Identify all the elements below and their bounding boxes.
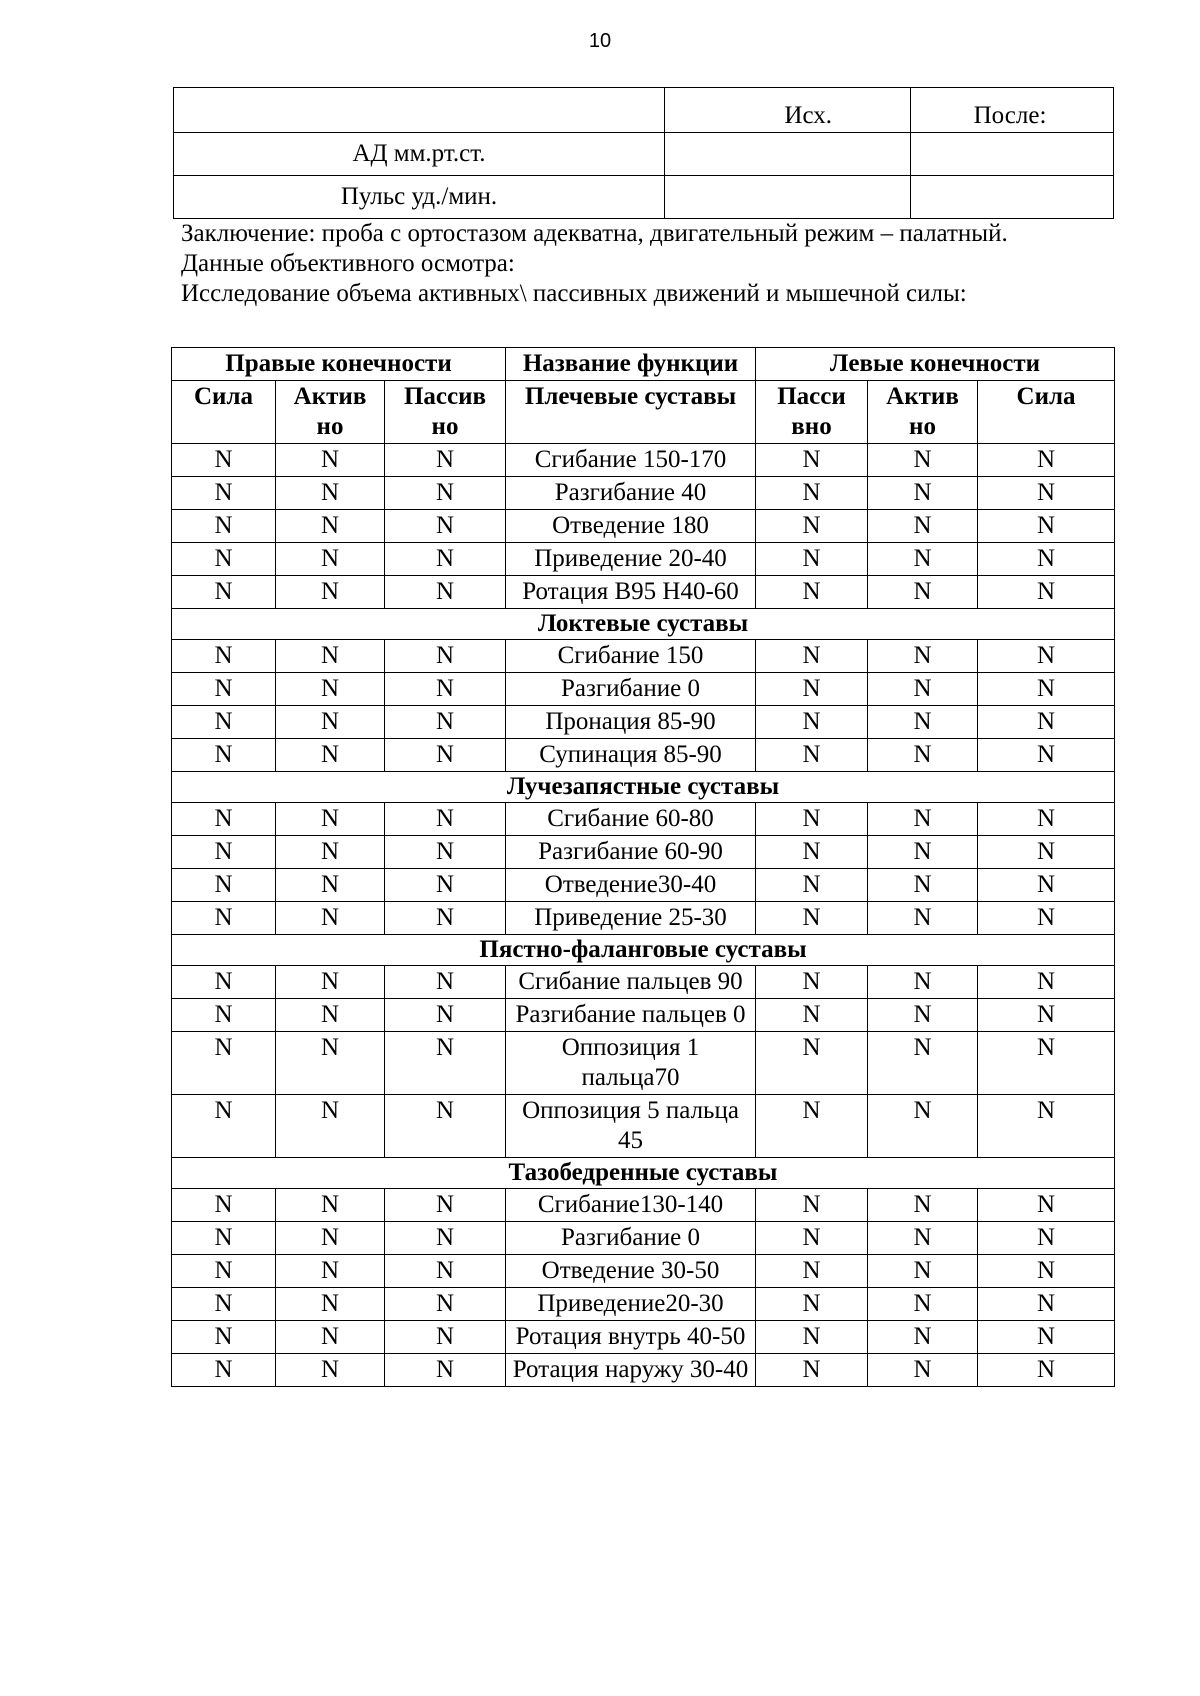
section-header-row <box>172 772 1115 803</box>
active-right-value: N <box>276 1288 385 1321</box>
section-title: Тазобедренные суставы <box>172 1158 1115 1189</box>
passive-left-value: N <box>756 510 868 543</box>
passive-left-value: N <box>756 1354 868 1387</box>
body-text <box>181 219 1121 309</box>
table-row <box>172 1321 1115 1354</box>
section-title: Пястно-фаланговые суставы <box>172 935 1115 966</box>
active-left-value: N <box>868 739 978 772</box>
function-name: Ротация наружу 30-40 <box>506 1354 756 1387</box>
strength-left-value: N <box>978 543 1115 576</box>
active-left-value: N <box>868 999 978 1032</box>
active-right-value: N <box>276 869 385 902</box>
function-name: Супинация 85-90 <box>506 739 756 772</box>
function-name: Отведение30-40 <box>506 869 756 902</box>
function-name: Приведение 20-40 <box>506 543 756 576</box>
active-right-value: N <box>276 1032 385 1095</box>
active-left-value: N <box>868 1255 978 1288</box>
header-right-limbs: Правые конечности <box>172 348 506 381</box>
active-left-value: N <box>868 1189 978 1222</box>
function-name: Приведение 25-30 <box>506 902 756 935</box>
strength-right-value: N <box>172 477 276 510</box>
strength-left-value: N <box>978 836 1115 869</box>
strength-right-value: N <box>172 999 276 1032</box>
rom-study-heading: Исследование объема активных\ пассивных движений и мышечной силы: <box>181 280 967 307</box>
active-left-value: N <box>868 543 978 576</box>
active-left-value: N <box>868 1032 978 1095</box>
header-shoulder-joints: Плечевые суставы <box>506 381 756 444</box>
table-row <box>172 999 1115 1032</box>
strength-right-value: N <box>172 902 276 935</box>
passive-right-value: N <box>385 510 506 543</box>
passive-right-value: N <box>385 444 506 477</box>
strength-left-value: N <box>978 1255 1115 1288</box>
vitals-pulse-after <box>911 176 1114 219</box>
strength-right-value: N <box>172 869 276 902</box>
active-left-value: N <box>868 966 978 999</box>
table-row <box>172 902 1115 935</box>
table-row <box>172 966 1115 999</box>
section-title: Лучезапястные суставы <box>172 772 1115 803</box>
strength-left-value: N <box>978 902 1115 935</box>
strength-left-value: N <box>978 640 1115 673</box>
passive-right-value: N <box>385 706 506 739</box>
function-name: Сгибание 150-170 <box>506 444 756 477</box>
rom-header-sub <box>172 381 1115 444</box>
vitals-bp-before <box>665 133 911 176</box>
conclusion-text: Заключение: проба с ортостазом адекватна, двигательный режим – палатный. <box>181 220 1008 247</box>
passive-left-value: N <box>756 640 868 673</box>
header-strength-left: Сила <box>978 381 1115 444</box>
passive-left-value: N <box>756 706 868 739</box>
strength-right-value: N <box>172 673 276 706</box>
header-passive-left: Пасси вно <box>756 381 868 444</box>
strength-left-value: N <box>978 477 1115 510</box>
passive-right-value: N <box>385 576 506 609</box>
strength-right-value: N <box>172 510 276 543</box>
active-right-value: N <box>276 576 385 609</box>
strength-left-value: N <box>978 803 1115 836</box>
passive-right-value: N <box>385 902 506 935</box>
function-name: Сгибание130-140 <box>506 1189 756 1222</box>
table-row <box>172 444 1115 477</box>
passive-right-value: N <box>385 869 506 902</box>
strength-left-value: N <box>978 510 1115 543</box>
function-name: Оппозиция 5 пальца 45 <box>506 1095 756 1158</box>
strength-left-value: N <box>978 1288 1115 1321</box>
strength-right-value: N <box>172 1032 276 1095</box>
table-row <box>172 640 1115 673</box>
passive-left-value: N <box>756 1255 868 1288</box>
passive-right-value: N <box>385 1321 506 1354</box>
function-name: Отведение 30-50 <box>506 1255 756 1288</box>
active-left-value: N <box>868 477 978 510</box>
passive-right-value: N <box>385 1255 506 1288</box>
passive-left-value: N <box>756 477 868 510</box>
table-row <box>172 477 1115 510</box>
strength-right-value: N <box>172 576 276 609</box>
active-left-value: N <box>868 1288 978 1321</box>
vitals-header-after: После: <box>911 88 1114 133</box>
function-name: Приведение20-30 <box>506 1288 756 1321</box>
strength-left-value: N <box>978 1189 1115 1222</box>
function-name: Оппозиция 1 пальца70 <box>506 1032 756 1095</box>
active-right-value: N <box>276 1189 385 1222</box>
passive-right-value: N <box>385 640 506 673</box>
active-right-value: N <box>276 444 385 477</box>
function-name: Пронация 85-90 <box>506 706 756 739</box>
passive-left-value: N <box>756 1222 868 1255</box>
passive-right-value: N <box>385 477 506 510</box>
active-right-value: N <box>276 477 385 510</box>
passive-right-value: N <box>385 1032 506 1095</box>
section-title: Локтевые суставы <box>172 609 1115 640</box>
header-left-limbs: Левые конечности <box>756 348 1115 381</box>
passive-right-value: N <box>385 1288 506 1321</box>
function-name: Ротация внутрь 40-50 <box>506 1321 756 1354</box>
active-right-value: N <box>276 1255 385 1288</box>
active-right-value: N <box>276 543 385 576</box>
active-right-value: N <box>276 999 385 1032</box>
active-right-value: N <box>276 1095 385 1158</box>
table-row <box>172 706 1115 739</box>
table-row <box>172 510 1115 543</box>
active-left-value: N <box>868 803 978 836</box>
strength-left-value: N <box>978 576 1115 609</box>
vitals-row-bp <box>174 133 1114 176</box>
vitals-header-row <box>174 88 1114 133</box>
active-right-value: N <box>276 510 385 543</box>
active-right-value: N <box>276 739 385 772</box>
passive-left-value: N <box>756 1189 868 1222</box>
strength-right-value: N <box>172 706 276 739</box>
function-name: Разгибание 40 <box>506 477 756 510</box>
strength-right-value: N <box>172 444 276 477</box>
active-left-value: N <box>868 576 978 609</box>
active-left-value: N <box>868 444 978 477</box>
active-left-value: N <box>868 1354 978 1387</box>
active-left-value: N <box>868 640 978 673</box>
vitals-pulse-before <box>665 176 911 219</box>
passive-left-value: N <box>756 1095 868 1158</box>
active-right-value: N <box>276 1321 385 1354</box>
rom-header-top <box>172 348 1115 381</box>
active-right-value: N <box>276 836 385 869</box>
table-row <box>172 836 1115 869</box>
active-left-value: N <box>868 1222 978 1255</box>
table-row <box>172 543 1115 576</box>
table-row <box>172 739 1115 772</box>
function-name: Разгибание пальцев 0 <box>506 999 756 1032</box>
page-number: 10 <box>588 30 612 52</box>
active-right-value: N <box>276 1354 385 1387</box>
active-left-value: N <box>868 1095 978 1158</box>
table-row <box>172 1095 1115 1158</box>
section-header-row <box>172 935 1115 966</box>
active-left-value: N <box>868 1321 978 1354</box>
passive-right-value: N <box>385 1354 506 1387</box>
strength-left-value: N <box>978 869 1115 902</box>
active-right-value: N <box>276 1222 385 1255</box>
strength-left-value: N <box>978 673 1115 706</box>
passive-left-value: N <box>756 444 868 477</box>
active-left-value: N <box>868 902 978 935</box>
active-left-value: N <box>868 673 978 706</box>
strength-right-value: N <box>172 640 276 673</box>
active-right-value: N <box>276 640 385 673</box>
table-row <box>172 1354 1115 1387</box>
table-row <box>172 1189 1115 1222</box>
passive-left-value: N <box>756 869 868 902</box>
strength-left-value: N <box>978 1354 1115 1387</box>
strength-left-value: N <box>978 1032 1115 1095</box>
function-name: Сгибание пальцев 90 <box>506 966 756 999</box>
passive-left-value: N <box>756 902 868 935</box>
passive-left-value: N <box>756 1032 868 1095</box>
strength-left-value: N <box>978 1222 1115 1255</box>
header-active-right: Актив но <box>276 381 385 444</box>
vitals-row-pulse <box>174 176 1114 219</box>
table-row <box>172 1288 1115 1321</box>
objective-exam-heading: Данные объективного осмотра: <box>181 250 515 277</box>
vitals-header-before: Исх. <box>665 88 911 133</box>
active-left-value: N <box>868 510 978 543</box>
active-right-value: N <box>276 673 385 706</box>
passive-left-value: N <box>756 543 868 576</box>
strength-left-value: N <box>978 1095 1115 1158</box>
header-active-left: Актив но <box>868 381 978 444</box>
vitals-header-empty <box>174 88 665 133</box>
table-row <box>172 869 1115 902</box>
active-right-value: N <box>276 966 385 999</box>
strength-left-value: N <box>978 1321 1115 1354</box>
strength-right-value: N <box>172 1255 276 1288</box>
passive-right-value: N <box>385 966 506 999</box>
active-left-value: N <box>868 836 978 869</box>
header-passive-right: Пассив но <box>385 381 506 444</box>
vitals-bp-after <box>911 133 1114 176</box>
strength-right-value: N <box>172 1189 276 1222</box>
function-name: Разгибание 60-90 <box>506 836 756 869</box>
function-name: Ротация В95 Н40-60 <box>506 576 756 609</box>
strength-left-value: N <box>978 706 1115 739</box>
table-row <box>172 803 1115 836</box>
header-function-name: Название функции <box>506 348 756 381</box>
vitals-label-bp: АД мм.рт.ст. <box>174 133 665 176</box>
passive-right-value: N <box>385 1095 506 1158</box>
strength-left-value: N <box>978 966 1115 999</box>
passive-right-value: N <box>385 739 506 772</box>
function-name: Сгибание 60-80 <box>506 803 756 836</box>
function-name: Разгибание 0 <box>506 673 756 706</box>
table-row <box>172 1255 1115 1288</box>
passive-left-value: N <box>756 966 868 999</box>
strength-right-value: N <box>172 1354 276 1387</box>
table-row <box>172 673 1115 706</box>
passive-left-value: N <box>756 673 868 706</box>
range-of-motion-table <box>171 347 1115 1387</box>
section-header-row <box>172 609 1115 640</box>
strength-right-value: N <box>172 543 276 576</box>
strength-right-value: N <box>172 803 276 836</box>
table-row <box>172 1222 1115 1255</box>
passive-left-value: N <box>756 1321 868 1354</box>
passive-right-value: N <box>385 999 506 1032</box>
vitals-label-pulse: Пульс уд./мин. <box>174 176 665 219</box>
active-left-value: N <box>868 706 978 739</box>
header-strength-right: Сила <box>172 381 276 444</box>
passive-right-value: N <box>385 1189 506 1222</box>
passive-left-value: N <box>756 803 868 836</box>
active-right-value: N <box>276 803 385 836</box>
passive-right-value: N <box>385 836 506 869</box>
table-row <box>172 576 1115 609</box>
passive-left-value: N <box>756 999 868 1032</box>
strength-right-value: N <box>172 739 276 772</box>
active-right-value: N <box>276 706 385 739</box>
function-name: Сгибание 150 <box>506 640 756 673</box>
active-right-value: N <box>276 902 385 935</box>
strength-left-value: N <box>978 739 1115 772</box>
strength-right-value: N <box>172 1222 276 1255</box>
passive-right-value: N <box>385 803 506 836</box>
table-row <box>172 1032 1115 1095</box>
strength-left-value: N <box>978 444 1115 477</box>
passive-left-value: N <box>756 836 868 869</box>
function-name: Отведение 180 <box>506 510 756 543</box>
strength-left-value: N <box>978 999 1115 1032</box>
strength-right-value: N <box>172 1095 276 1158</box>
passive-right-value: N <box>385 673 506 706</box>
active-left-value: N <box>868 869 978 902</box>
strength-right-value: N <box>172 1321 276 1354</box>
passive-left-value: N <box>756 739 868 772</box>
strength-right-value: N <box>172 966 276 999</box>
passive-left-value: N <box>756 576 868 609</box>
strength-right-value: N <box>172 836 276 869</box>
function-name: Разгибание 0 <box>506 1222 756 1255</box>
passive-left-value: N <box>756 1288 868 1321</box>
strength-right-value: N <box>172 1288 276 1321</box>
vitals-table <box>173 87 1114 219</box>
passive-right-value: N <box>385 1222 506 1255</box>
section-header-row <box>172 1158 1115 1189</box>
passive-right-value: N <box>385 543 506 576</box>
